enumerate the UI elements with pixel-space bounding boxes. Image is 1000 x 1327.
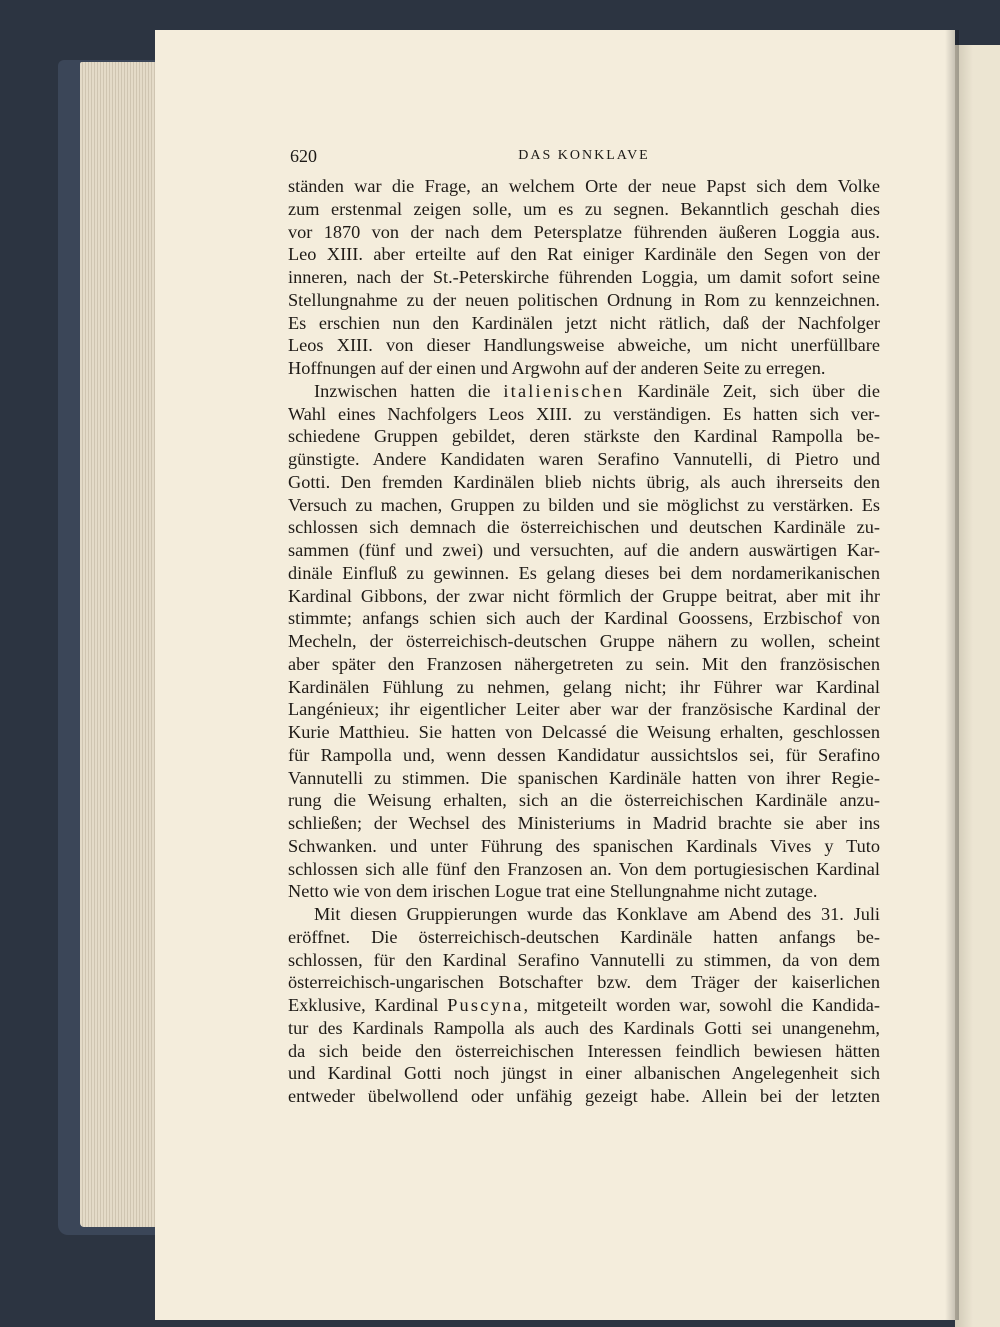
chapter-title: DAS KONKLAVE — [518, 148, 650, 163]
text-line: schließen; der Wechsel des Ministeriums in Madrid brachte sie aber ins — [288, 813, 880, 833]
text-line: österreichisch-ungarischen Botschafter bzw. dem Träger der kaiserlichen — [288, 972, 880, 993]
page-edges — [80, 62, 165, 1227]
page-gutter-shadow — [945, 30, 959, 1320]
text-line: tur des Kardinals Rampolla als auch des Kardinals Gotti sei unangenehm, — [288, 1017, 880, 1038]
text-line: Versuch zu machen, Gruppen zu bilden und sie möglichst zu verstärken. Es — [288, 494, 880, 515]
emphasized-text: italienischen — [503, 380, 625, 401]
text-line: Netto wie von dem irischen Logue trat eine Stellungnahme nicht zutage. — [288, 881, 818, 902]
text-line: stimmte; anfangs schien sich auch der Kardinal Goossens, Erzbischof von — [288, 608, 880, 629]
text-line: Exklusive, Kardinal Puscyna, mitgeteilt worden war, sowohl die Kandida- — [288, 995, 880, 1015]
emphasized-text: Puscyna — [447, 995, 524, 1015]
text-line: schlossen, für den Kardinal Serafino Vannutelli zu stimmen, da von dem — [288, 949, 880, 970]
text-line: sammen (fünf und zwei) und versuchten, auf die andern auswärtigen Kar- — [288, 540, 880, 560]
text-line: da sich beide den österreichischen Interessen feindlich bewiesen hätten — [288, 1040, 880, 1061]
running-head — [288, 146, 880, 170]
text-line: ständen war die Frage, an welchem Orte der neue Papst sich dem Volke — [288, 176, 880, 196]
text-line: Kardinal Gibbons, der zwar nicht förmlich der Gruppe beitrat, aber mit ihr — [288, 585, 880, 606]
text-line: Kurie Matthieu. Sie hatten von Delcassé die Weisung erhalten, geschlossen — [288, 722, 880, 742]
body-text — [288, 175, 880, 1108]
text-line: Leos XIII. von dieser Handlungsweise abweiche, um nicht unerfüllbare — [288, 335, 880, 356]
text-line: Langénieux; ihr eigentlicher Leiter aber war der französische Kardinal der — [288, 699, 880, 720]
text-line: inneren, nach der St.-Peterskirche führenden Loggia, um damit sofort seine — [288, 267, 880, 287]
text-line: Inzwischen hatten die italienischen Kardinäle Zeit, sich über die — [314, 380, 880, 401]
text-line: und Kardinal Gotti noch jüngst in einer albanischen Angelegenheit sich — [288, 1063, 880, 1084]
text-line: vor 1870 von der nach dem Petersplatze führenden äußeren Loggia aus. — [288, 221, 880, 242]
text-line: Es erschien nun den Kardinälen jetzt nicht rätlich, daß der Nachfolger — [288, 312, 880, 333]
text-line: aber später den Franzosen nähergetreten zu sein. Mit den französischen — [288, 653, 880, 674]
text-line: eröffnet. Die österreichisch-deutschen Kardinäle hatten anfangs be- — [288, 926, 880, 947]
text-line: günstigte. Andere Kandidaten waren Serafino Vannutelli, di Pietro und — [288, 449, 880, 469]
text-line: entweder übelwollend oder unfähig gezeigt habe. Allein bei der letzten — [288, 1086, 880, 1106]
text-line: Leo XIII. aber erteilte auf den Rat einiger Kardinäle den Segen von der — [288, 244, 880, 265]
text-line: Mecheln, der österreichisch-deutschen Gruppe nähern zu wollen, scheint — [288, 631, 880, 651]
text-line: Hoffnungen auf der einen und Argwohn auf der anderen Seite zu erregen. — [288, 358, 826, 378]
page-number: 620 — [290, 146, 317, 166]
text-line: Wahl eines Nachfolgers Leos XIII. zu verständigen. Es hatten sich ver- — [288, 403, 880, 424]
text-line: zum erstenmal zeigen solle, um es zu segnen. Bekanntlich geschah dies — [288, 198, 880, 219]
text-line: Mit diesen Gruppierungen wurde das Konklave am Abend des 31. Juli — [314, 904, 880, 924]
text-line: schlossen sich alle fünf den Franzosen an. Von dem portugiesischen Kardinal — [288, 858, 880, 879]
next-page-edge — [955, 45, 1000, 1327]
text-line: rung die Weisung erhalten, sich an die österreichischen Kardinäle anzu- — [288, 790, 880, 811]
text-line: Schwanken. und unter Führung des spanischen Kardinals Vives y Tuto — [288, 835, 880, 856]
text-line: Vannutelli zu stimmen. Die spanischen Kardinäle hatten von ihrer Regie- — [288, 767, 880, 788]
text-line: schlossen sich demnach die österreichischen und deutschen Kardinäle zu- — [288, 517, 880, 538]
text-line: schiedene Gruppen gebildet, deren stärkste den Kardinal Rampolla be- — [288, 426, 880, 447]
text-line: Gotti. Den fremden Kardinälen blieb nichts übrig, als auch ihrerseits den — [288, 471, 880, 492]
text-line: Kardinälen Fühlung zu nehmen, gelang nicht; ihr Führer war Kardinal — [288, 676, 880, 697]
text-line: für Rampolla und, wenn dessen Kandidatur aussichtslos sei, für Serafino — [288, 744, 880, 765]
text-line: Stellungnahme zu der neuen politischen Ordnung in Rom zu kennzeichnen. — [288, 289, 880, 310]
text-line: dinäle Einfluß zu gewinnen. Es gelang dieses bei dem nordamerikanischen — [288, 562, 880, 583]
